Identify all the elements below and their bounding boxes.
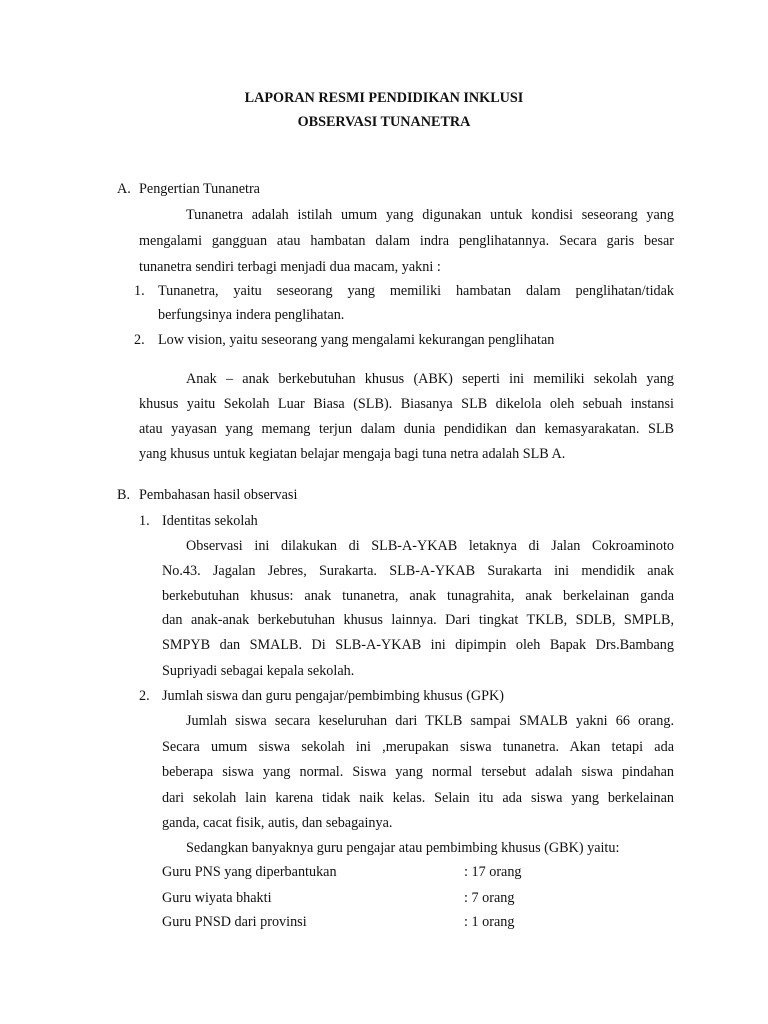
section-a-para1-line: mengalami gangguan atau hambatan dalam indra penglihatannya. Secara garis besar	[139, 233, 674, 249]
item-1-para-line: Observasi ini dilakukan di SLB-A-YKAB letaknya di Jalan Cokroaminoto	[186, 538, 674, 554]
list-item-marker: 1.	[134, 283, 145, 299]
section-b-heading: Pembahasan hasil observasi	[139, 487, 298, 503]
item-2-para-line: Jumlah siswa secara keseluruhan dari TKLB sampai SMALB yakni 66 orang.	[186, 713, 674, 729]
item-2-heading: Jumlah siswa dan guru pengajar/pembimbing khusus (GPK)	[162, 688, 505, 704]
list-item-marker: 2.	[134, 332, 145, 348]
list-item-line: Low vision, yaitu seseorang yang mengalami kekurangan penglihatan	[158, 332, 555, 348]
teacher-row-value: : 17 orang	[464, 864, 522, 880]
item-1-para-line: berkebutuhan khusus: anak tunanetra, anak tunagrahita, anak berkelainan ganda	[162, 588, 674, 604]
item-1-para-line: No.43. Jagalan Jebres, Surakarta. SLB-A-YKAB Surakarta ini mendidik anak	[162, 563, 674, 579]
section-a-para2-line: yang khusus untuk kegiatan belajar mengaja bagi tuna netra adalah SLB A.	[139, 446, 566, 462]
item-1-heading: Identitas sekolah	[162, 513, 258, 529]
teacher-row-value: : 1 orang	[464, 914, 515, 930]
report-subtitle: OBSERVASI TUNANETRA	[297, 114, 471, 130]
item-2-para-line: Secara umum siswa sekolah ini ,merupakan siswa tunanetra. Akan tetapi ada	[162, 739, 674, 755]
item-1-marker: 1.	[139, 513, 150, 529]
item-2-para-line: ganda, cacat fisik, autis, dan sebagainya.	[162, 815, 393, 831]
item-2-para-line: dari sekolah lain karena tidak naik kelas. Selain itu ada siswa yang berkelainan	[162, 790, 674, 806]
list-item-line: Tunanetra, yaitu seseorang yang memiliki hambatan dalam penglihatan/tidak	[158, 283, 674, 299]
item-1-para-line: SMPYB dan SMALB. Di SLB-A-YKAB ini dipimpin oleh Bapak Drs.Bambang	[162, 637, 674, 653]
item-2-para-line: beberapa siswa yang normal. Siswa yang normal tersebut adalah siswa pindahan	[162, 764, 674, 780]
item-1-para-line: dan anak-anak berkebutuhan khusus lainnya. Dari tingkat TKLB, SDLB, SMPLB,	[162, 612, 674, 628]
item-1-para-line: Supriyadi sebagai kepala sekolah.	[162, 663, 355, 679]
report-title: LAPORAN RESMI PENDIDIKAN INKLUSI	[244, 90, 524, 106]
section-a-para1-line: tunanetra sendiri terbagi menjadi dua macam, yakni :	[139, 259, 441, 275]
section-a-para2-line: khusus yaitu Sekolah Luar Biasa (SLB). Biasanya SLB dikelola oleh sebuah instansi	[139, 396, 674, 412]
section-a-para2-line: atau yayasan yang memang terjun dalam dunia pendidikan dan kemasyarakatan. SLB	[139, 421, 674, 437]
teacher-row-label: Guru PNSD dari provinsi	[162, 914, 307, 930]
section-a-heading: Pengertian Tunanetra	[139, 181, 260, 197]
item-2-para2: Sedangkan banyaknya guru pengajar atau pembimbing khusus (GBK) yaitu:	[186, 840, 620, 856]
teacher-row-label: Guru wiyata bhakti	[162, 890, 272, 906]
teacher-row-value: : 7 orang	[464, 890, 515, 906]
teacher-row-label: Guru PNS yang diperbantukan	[162, 864, 337, 880]
item-2-marker: 2.	[139, 688, 150, 704]
section-b-marker: B.	[117, 487, 131, 503]
list-item-line: berfungsinya indera penglihatan.	[158, 307, 345, 323]
section-a-marker: A.	[117, 181, 131, 197]
section-a-para2-line: Anak – anak berkebutuhan khusus (ABK) seperti ini memiliki sekolah yang	[186, 371, 674, 387]
section-a-para1-line: Tunanetra adalah istilah umum yang digunakan untuk kondisi seseorang yang	[186, 207, 674, 223]
